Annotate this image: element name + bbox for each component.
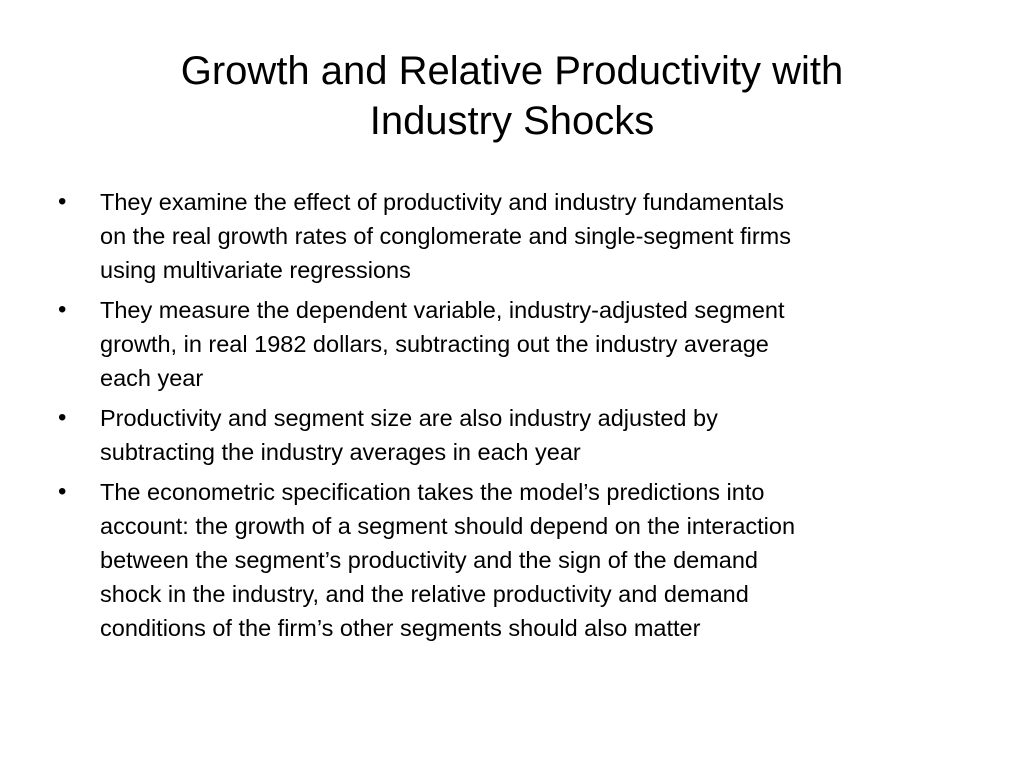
bullet-line: They measure the dependent variable, industry-adjusted segment	[100, 297, 785, 323]
bullet-line: account: the growth of a segment should depend on the interaction	[100, 513, 796, 539]
bullet-text	[100, 401, 958, 469]
bullet-text	[100, 293, 958, 395]
bullet-line: The econometric specification takes the model’s predictions into	[100, 479, 765, 505]
bullet-line: Productivity and segment size are also industry adjusted by	[100, 405, 718, 431]
bullet-line: each year	[100, 365, 204, 391]
bullet-text	[100, 475, 958, 645]
bullet-line: conditions of the firm’s other segments should also matter	[100, 615, 701, 641]
bullet-marker: •	[58, 478, 67, 505]
bullet-marker: •	[58, 296, 67, 323]
bullet-item	[58, 475, 958, 645]
slide-title-line: Industry Shocks	[369, 99, 655, 143]
bullet-item	[58, 293, 958, 395]
bullet-text	[100, 185, 958, 287]
bullet-line: They examine the effect of productivity and industry fundamentals	[100, 189, 785, 215]
bullet-marker: •	[58, 404, 67, 431]
bullet-line: subtracting the industry averages in each year	[100, 439, 581, 465]
slide-title	[100, 46, 924, 146]
bullet-line: growth, in real 1982 dollars, subtracting out the industry average	[100, 331, 769, 357]
bullet-line: using multivariate regressions	[100, 257, 411, 283]
bullet-line: shock in the industry, and the relative productivity and demand	[100, 581, 749, 607]
bullet-list	[58, 185, 958, 651]
slide-title-line: Growth and Relative Productivity with	[180, 49, 844, 93]
bullet-line: between the segment’s productivity and the sign of the demand	[100, 547, 758, 573]
bullet-marker: •	[58, 188, 67, 215]
bullet-item	[58, 401, 958, 469]
bullet-item	[58, 185, 958, 287]
bullet-line: on the real growth rates of conglomerate and single-segment firms	[100, 223, 791, 249]
